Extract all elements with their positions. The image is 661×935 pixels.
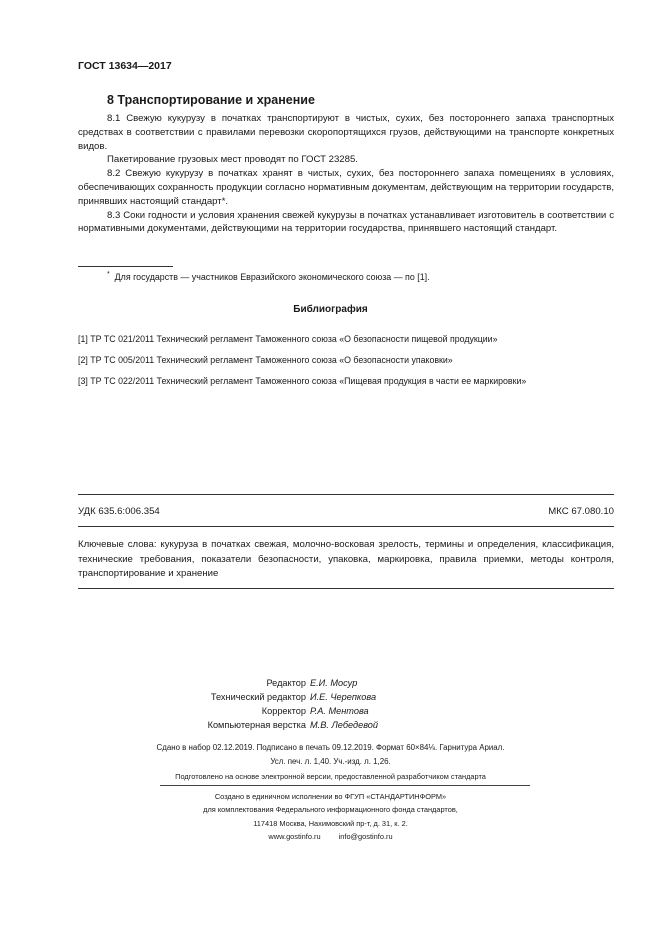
email-link[interactable]: info@gostinfo.ru (338, 831, 393, 841)
website-link[interactable]: www.gostinfo.ru (268, 831, 321, 841)
credit-name: Р.А. Ментова (310, 706, 369, 716)
bibliography-item: [1] ТР ТС 021/2011 Технический регламент Таможенного союза «О безопасности пищевой продукции» (78, 334, 498, 344)
credit-name: И.Е. Черепкова (310, 692, 377, 702)
paragraph-8-3: 8.3 Соки годности и условия хранения свежей кукурузы в початках устанавливает изготовитель в соответствии с нормативными документами, действующими на территории государства, принявшего настоящий стандарт. (78, 209, 614, 235)
printing-info (0, 741, 661, 770)
paragraph-8-1: 8.1 Свежую кукурузу в початках транспортируют в чистых, сухих, без постороннего запаха транспортных средствах в соответствии с правилами перевозки скоропортящихся грузов, действующими на транспорте конкретных видов. (78, 113, 614, 152)
keywords: Ключевые слова: кукуруза в початках свежая, молочно-восковая зрелость, термины и определения, классификация, технические требования, показатели безопасности, упаковка, маркировка, правила приемки, методы контроля, транспортирование и хранение (78, 539, 614, 579)
credit-role: Редактор (266, 678, 306, 688)
publisher-address: 117418 Москва, Нахимовский пр-т, д. 31, к. 2. (253, 818, 408, 828)
credit-name: Е.И. Мосур (310, 678, 358, 688)
mks-code: МКС 67.080.10 (548, 506, 614, 517)
bibliography-item: [3] ТР ТС 022/2011 Технический регламент Таможенного союза «Пищевая продукция в части ее маркировки» (78, 376, 527, 386)
bibliography-title: Библиография (293, 304, 368, 315)
footnote-mark: * (107, 271, 110, 278)
publisher-info (0, 790, 661, 843)
prepared-note: Подготовлено на основе электронной версии, предоставленной разработчиком стандарта (175, 772, 486, 781)
udk-code: УДК 635.6:006.354 (78, 506, 160, 517)
paragraph-packaging: Пакетирование грузовых мест проводят по ГОСТ 23285. (107, 154, 358, 166)
divider-top (78, 494, 614, 495)
credit-row (0, 704, 661, 718)
standard-header: ГОСТ 13634—2017 (78, 60, 172, 72)
divider-bottom (78, 588, 614, 589)
printing-line: Усл. печ. л. 1,40. Уч.-изд. л. 1,26. (270, 757, 391, 767)
credit-name: М.В. Лебедевой (310, 720, 379, 730)
paragraph-8-2: 8.2 Свежую кукурузу в початках хранят в чистых, сухих, без постороннего запаха помещениях в условиях, обеспечивающих сохранность продукции согласно нормативным документам, действующим на территории государств, принявших настоящий стандарт*. (78, 168, 614, 207)
divider-middle (78, 526, 614, 527)
credit-row (0, 676, 661, 690)
publisher-line: Создано в единичном исполнении во ФГУП «СТАНДАРТИНФОРМ» (214, 792, 447, 801)
credits-block (0, 676, 661, 732)
footnote-divider (78, 266, 173, 267)
printing-line: Сдано в набор 02.12.2019. Подписано в печать 09.12.2019. Формат 60×84⅛. Гарнитура Ариал. (156, 743, 505, 752)
publisher-line: для комплектования Федерального информационного фонда стандартов, (203, 805, 458, 815)
bibliography-item: [2] ТР ТС 005/2011 Технический регламент Таможенного союза «О безопасности упаковки» (78, 355, 453, 365)
credit-role: Технический редактор (210, 692, 306, 702)
section-title: 8 Транспортирование и хранение (107, 93, 315, 107)
credit-row (0, 690, 661, 704)
publisher-divider (160, 785, 530, 786)
credit-role: Компьютерная верстка (207, 720, 306, 730)
footnote-text: Для государств — участников Евразийского экономического союза — по [1]. (114, 271, 430, 282)
footnote (107, 271, 430, 282)
credit-role: Корректор (261, 706, 306, 716)
section-body (78, 112, 614, 236)
publisher-contacts (0, 830, 661, 843)
credit-row (0, 718, 661, 732)
